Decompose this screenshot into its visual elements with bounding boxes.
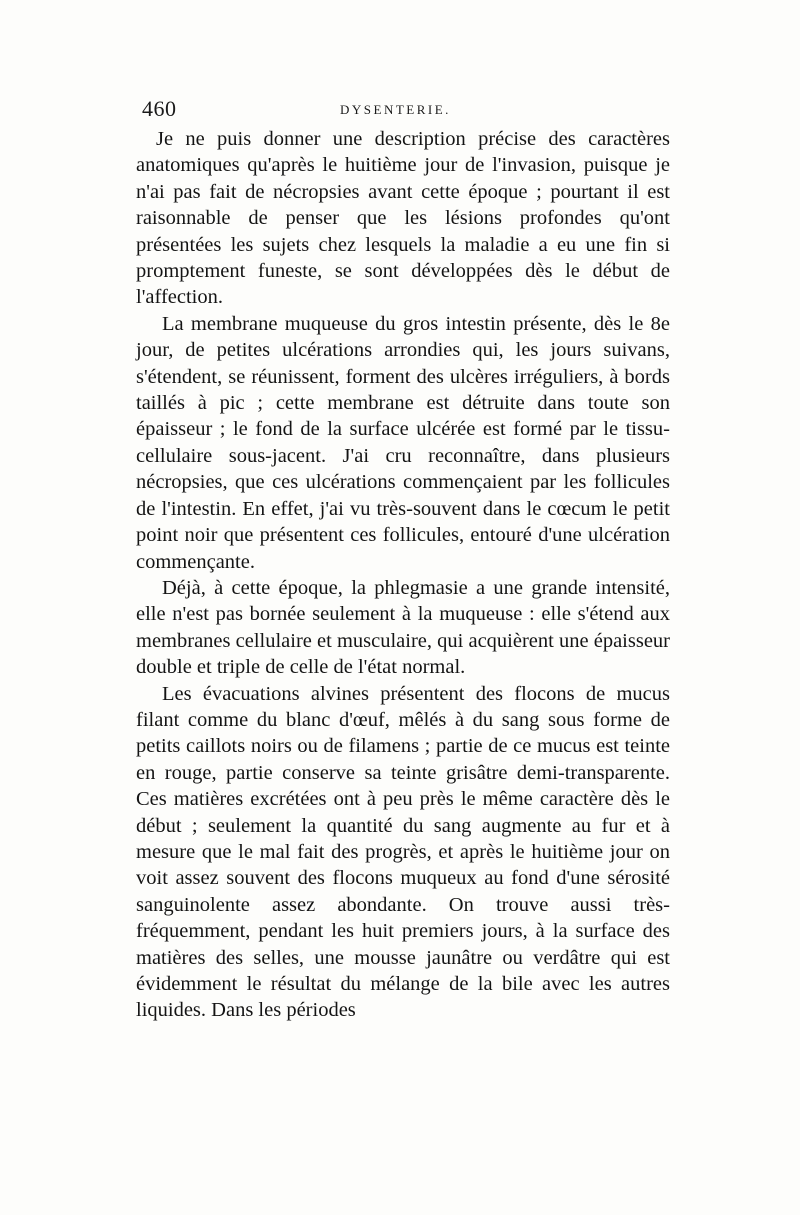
paragraph-2: La membrane muqueuse du gros intestin présente, dès le 8e jour, de petites ulcérations arrondies qui, les jours suivans, s'étendent, se réunissent, forment des ulcères irréguliers, à bords taillés à pic ; cette membrane est détruite dans toute son épaisseur ; le fond de la surface ulcérée est formé par le tissu-cellulaire sous-jacent. J'ai cru reconnaître, dans plusieurs nécropsies, que ces ulcérations commençaient par les follicules de l'intestin. En effet, j'ai vu très-souvent dans le cœcum le petit point noir que présentent ces follicules, entouré d'une ulcération commençante. [136,312,670,573]
paragraph-4: Les évacuations alvines présentent des flocons de mucus filant comme du blanc d'œuf, mêlés à du sang sous forme de petits caillots noirs ou de filamens ; partie de ce mucus est teinte en rouge, partie conserve sa teinte grisâtre demi-transparente. Ces matières excrétées ont à peu près le même caractère dès le début ; seulement la quantité du sang augmente au fur et à mesure que le mal fait des progrès, et après le huitième jour on voit assez souvent des flocons muqueux au fond d'une sérosité sanguinolente assez abondante. On trouve aussi très-fréquemment, pendant les huit premiers jours, à la surface des matières des selles, une mousse jaunâtre ou verdâtre qui est évidemment le résultat du mélange de la bile avec les autres liquides. Dans les périodes [136,682,670,1022]
paragraph-3: Déjà, à cette époque, la phlegmasie a une grande intensité, elle n'est pas bornée seulement à la muqueuse : elle s'étend aux membranes cellulaire et musculaire, qui acquièrent une épaisseur double et triple de celle de l'état normal. [136,576,670,679]
body-text [136,126,670,1024]
page-header [142,96,668,126]
paragraph-1: Je ne puis donner une description précise des caractères anatomiques qu'après le huitième jour de l'invasion, puisque je n'ai pas fait de nécropsies avant cette époque ; pourtant il est raisonnable de penser que les lésions profondes qu'ont présentées les sujets chez lesquels la maladie a eu une fin si promptement funeste, se sont développées dès le début de l'affection. [136,128,670,309]
running-title: DYSENTERIE. [340,102,451,117]
page-number: 460 [142,96,177,121]
